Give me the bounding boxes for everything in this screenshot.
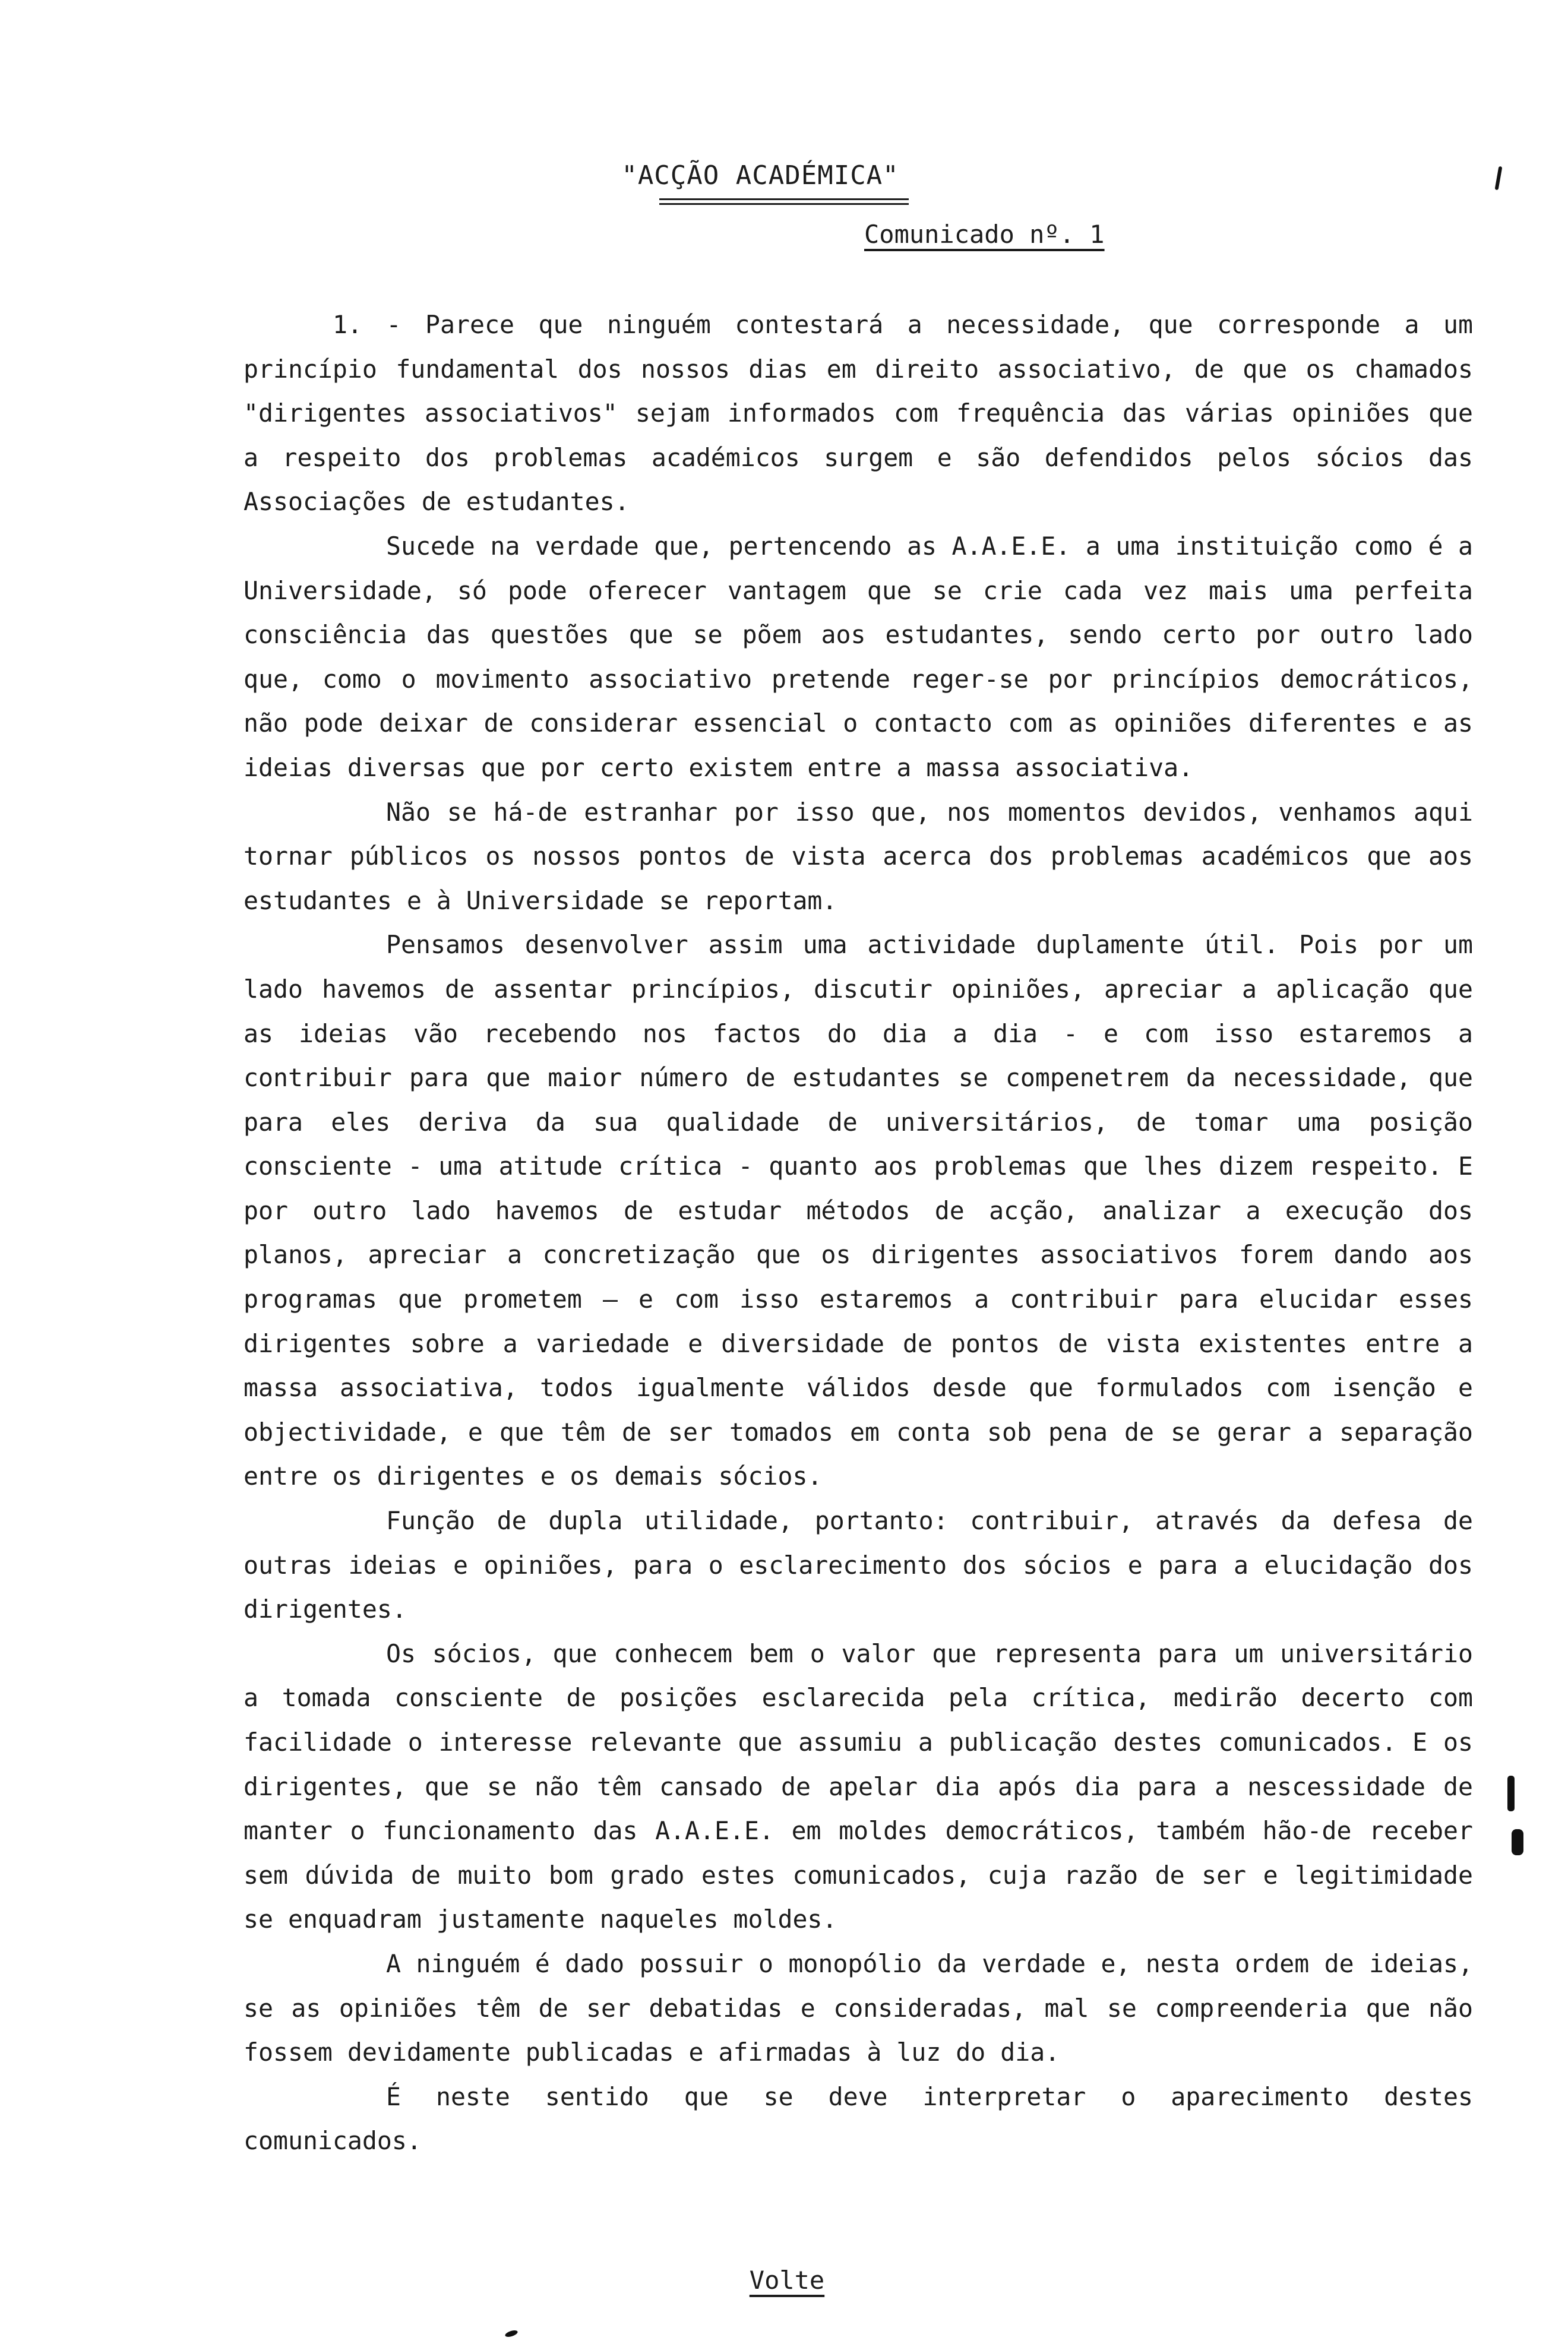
paragraph-5: Função de dupla utilidade, portanto: contribuir, através da defesa de outras ideias e opiniões, para o esclarecimento dos sócios e para a elucidação dos dirigentes. bbox=[244, 1506, 1473, 1624]
ink-mark-margin-lower bbox=[1512, 1829, 1523, 1855]
paragraph-6: Os sócios, que conhecem bem o valor que representa para um universitário a tomada consciente de posições esclarecida pela crítica, medirão decerto com facilidade o interesse relevante que assumiu a publicação destes comunicados. E os dirigentes, que se não têm cansado de apelar dia após dia para a nescessidade de manter o funcionamento das A.A.E.E. em moldes democráticos, também hão-de receber sem dúvida de muito bom grado estes comunicados, cuja razão de ser e legitimidade se enquadram justamente naqueles moldes. bbox=[244, 1639, 1473, 1934]
turn-over-note: Volte bbox=[749, 2266, 825, 2295]
paragraph-2: Sucede na verdade que, pertencendo as A.A.E.E. a uma instituição como é a Universidade, só pode oferecer vantagem que se crie cada vez mais uma perfeita consciência das questões que se põem aos estudantes, sendo certo por outro lado que, como o movimento associativo pretende reger-se por princípios democráticos, não pode deixar de considerar essencial o contacto com as opiniões diferentes e as ideias diversas que por certo existem entre a massa associativa. bbox=[244, 531, 1473, 782]
ink-mark-bottom bbox=[504, 2329, 519, 2338]
document-body bbox=[244, 303, 1473, 2163]
document-title: "ACÇÃO ACADÉMICA" bbox=[621, 160, 899, 191]
paragraph-7: A ninguém é dado possuir o monopólio da verdade e, nesta ordem de ideias, se as opiniões têm de ser debatidas e consideradas, mal se compreenderia que não fossem devidamente publicadas e afirmadas à luz do dia. bbox=[244, 1949, 1473, 2067]
paragraph-8: É neste sentido que se deve interpretar o aparecimento destes comunicados. bbox=[244, 2082, 1473, 2156]
page-footer bbox=[0, 2266, 1568, 2295]
paragraph-3: Não se há-de estranhar por isso que, nos momentos devidos, venhamos aqui tornar públicos os nossos pontos de vista acerca dos problemas académicos que aos estudantes e à Universidade se reportam. bbox=[244, 797, 1473, 915]
paragraph-4: Pensamos desenvolver assim uma actividade duplamente útil. Pois por um lado havemos de assentar princípios, discutir opiniões, apreciar a aplicação que as ideias vão recebendo nos factos do dia a dia - e com isso estaremos a contribuir para que maior número de estudantes se compenetrem da necessidade, que para eles deriva da sua qualidade de universitários, de tomar uma posição consciente - uma atitude crítica - quanto aos problemas que lhes dizem respeito. E por outro lado havemos de estudar métodos de acção, analizar a execução dos planos, apreciar a concretização que os dirigentes associativos forem dando aos programas que prometem — e com isso estaremos a contribuir para elucidar esses dirigentes sobre a variedade e diversidade de pontos de vista existentes entre a massa associativa, todos igualmente válidos desde que formulados com isenção e objectividade, e que têm de ser tomados em conta sob pena de se gerar a separação entre os dirigentes e os demais sócios. bbox=[244, 930, 1473, 1491]
title-underline-second bbox=[659, 203, 909, 205]
document-subtitle: Comunicado nº. 1 bbox=[864, 220, 1105, 249]
title-underline bbox=[659, 198, 909, 200]
paragraph-1: 1. - Parece que ninguém contestará a necessidade, que corresponde a um princípio fundamental dos nossos dias em direito associativo, de que os chamados "dirigentes associativos" sejam informados com frequência das várias opiniões que a respeito dos problemas académicos surgem e são defendidos pelos sócios das Associações de estudantes. bbox=[244, 310, 1473, 517]
ink-mark-margin-upper bbox=[1507, 1776, 1515, 1811]
